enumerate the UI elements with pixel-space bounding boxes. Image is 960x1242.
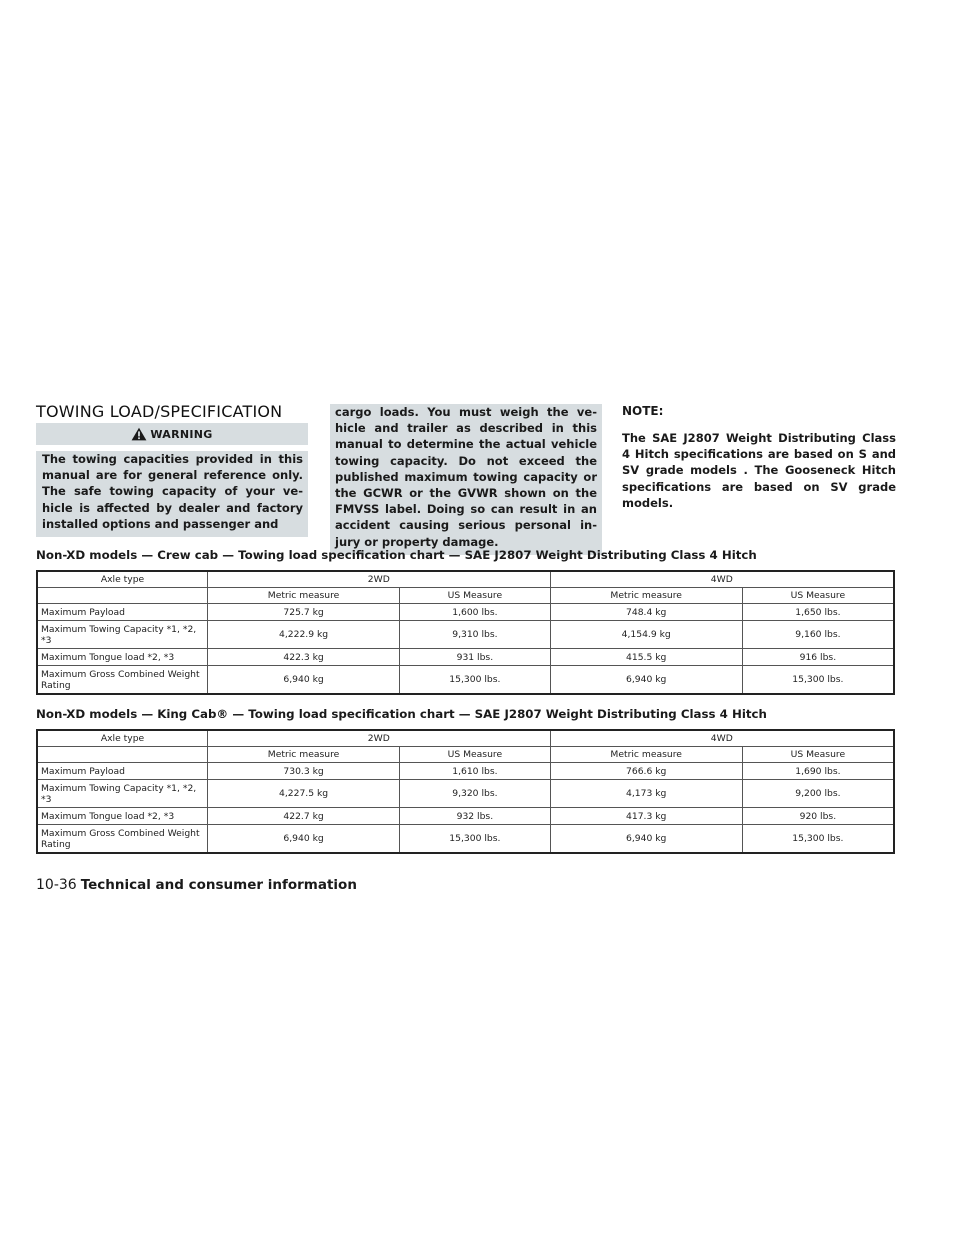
- subheader-cell: Metric measure: [550, 588, 742, 604]
- table-cell: 6,940 kg: [208, 825, 400, 854]
- table-cell: 4,222.9 kg: [208, 621, 400, 649]
- table-cell: 920 lbs.: [742, 808, 894, 825]
- table-cell: 415.5 kg: [550, 649, 742, 666]
- row-label: Maximum Payload: [37, 604, 208, 621]
- table-cell: 9,320 lbs.: [400, 780, 550, 808]
- table-row: [37, 649, 894, 666]
- spec-table-king-cab: [36, 729, 895, 854]
- subheader-cell: Metric measure: [208, 747, 400, 763]
- table-cell: 15,300 lbs.: [400, 825, 550, 854]
- spec-table-crew-cab: [36, 570, 895, 695]
- table-subheader-row: [37, 588, 894, 604]
- page-number: 10-36: [36, 877, 77, 893]
- note-title: NOTE:: [622, 404, 664, 418]
- table-row: [37, 780, 894, 808]
- note-text: The SAE J2807 Weight Distributing Class 4 Hitch specifications are based on S and SV grade models . The Gooseneck Hitch specifications are based on SV grade models.: [622, 431, 896, 510]
- subheader-empty-cell: [37, 747, 208, 763]
- row-label: Maximum Tongue load *2, *3: [37, 808, 208, 825]
- table-cell: 4,154.9 kg: [550, 621, 742, 649]
- note-block: [622, 404, 896, 511]
- table-cell: 730.3 kg: [208, 763, 400, 780]
- group-header-4wd: 4WD: [550, 730, 894, 747]
- table-title-crew-cab: Non-XD models — Crew cab — Towing load specification chart — SAE J2807 Weight Distributing Class 4 Hitch: [36, 548, 757, 562]
- table-cell: 748.4 kg: [550, 604, 742, 621]
- table-cell: 916 lbs.: [742, 649, 894, 666]
- subheader-cell: US Measure: [400, 747, 550, 763]
- table-cell: 766.6 kg: [550, 763, 742, 780]
- table-cell: 931 lbs.: [400, 649, 550, 666]
- table-row: [37, 825, 894, 854]
- group-header-2wd: 2WD: [208, 571, 551, 588]
- table-cell: 15,300 lbs.: [742, 825, 894, 854]
- table-cell: 1,610 lbs.: [400, 763, 550, 780]
- page-footer: [36, 877, 357, 893]
- table-title-king-cab: Non-XD models — King Cab® — Towing load specification chart — SAE J2807 Weight Distributing Class 4 Hitch: [36, 707, 767, 721]
- table-row: [37, 808, 894, 825]
- table-header-row: [37, 571, 894, 588]
- table-row: [37, 604, 894, 621]
- table-header-row: [37, 730, 894, 747]
- table-cell: 9,200 lbs.: [742, 780, 894, 808]
- warning-header: [36, 423, 308, 445]
- row-label: Maximum Towing Capacity *1, *2, *3: [37, 621, 208, 649]
- warning-text-col2: cargo loads. You must weigh the ve-hicle and trailer as described in this manual to determine the actual vehicle towing capacity. Do not exceed the published maximum towing capacity or the GCWR or the GVWR shown on the FMVSS label. Doing so can result in an accident causing serious personal in-jury or property damage.: [335, 405, 597, 549]
- subheader-cell: US Measure: [742, 747, 894, 763]
- axle-type-header: Axle type: [37, 730, 208, 747]
- warning-triangle-icon: [131, 427, 147, 441]
- table-cell: 422.7 kg: [208, 808, 400, 825]
- subheader-cell: Metric measure: [208, 588, 400, 604]
- table-cell: 6,940 kg: [550, 825, 742, 854]
- subheader-cell: Metric measure: [550, 747, 742, 763]
- row-label: Maximum Payload: [37, 763, 208, 780]
- warning-text-col1: The towing capacities provided in this manual are for general reference only. The safe towing capacity of your ve-hicle is affected by dealer and factory installed options and passenger and: [42, 452, 303, 531]
- table-cell: 422.3 kg: [208, 649, 400, 666]
- table-cell: 417.3 kg: [550, 808, 742, 825]
- group-header-4wd: 4WD: [550, 571, 894, 588]
- table-cell: 1,650 lbs.: [742, 604, 894, 621]
- subheader-empty-cell: [37, 588, 208, 604]
- table-subheader-row: [37, 747, 894, 763]
- table-cell: 6,940 kg: [208, 666, 400, 695]
- row-label: Maximum Gross Combined Weight Rating: [37, 825, 208, 854]
- row-label: Maximum Gross Combined Weight Rating: [37, 666, 208, 695]
- footer-section-label: Technical and consumer information: [80, 877, 357, 893]
- table-cell: 6,940 kg: [550, 666, 742, 695]
- axle-type-header: Axle type: [37, 571, 208, 588]
- table-cell: 9,160 lbs.: [742, 621, 894, 649]
- table-cell: 4,227.5 kg: [208, 780, 400, 808]
- table-cell: 725.7 kg: [208, 604, 400, 621]
- table-cell: 4,173 kg: [550, 780, 742, 808]
- group-header-2wd: 2WD: [208, 730, 551, 747]
- warning-body-col1: [36, 451, 308, 537]
- section-title: TOWING LOAD/SPECIFICATION: [36, 402, 283, 421]
- table-cell: 1,600 lbs.: [400, 604, 550, 621]
- table-row: [37, 666, 894, 695]
- table-row: [37, 621, 894, 649]
- table-row: [37, 763, 894, 780]
- row-label: Maximum Tongue load *2, *3: [37, 649, 208, 666]
- subheader-cell: US Measure: [742, 588, 894, 604]
- table-cell: 15,300 lbs.: [742, 666, 894, 695]
- row-label: Maximum Towing Capacity *1, *2, *3: [37, 780, 208, 808]
- table-cell: 15,300 lbs.: [400, 666, 550, 695]
- warning-body-col2: [330, 404, 602, 555]
- warning-label: WARNING: [150, 427, 213, 441]
- subheader-cell: US Measure: [400, 588, 550, 604]
- table-cell: 1,690 lbs.: [742, 763, 894, 780]
- table-cell: 932 lbs.: [400, 808, 550, 825]
- table-cell: 9,310 lbs.: [400, 621, 550, 649]
